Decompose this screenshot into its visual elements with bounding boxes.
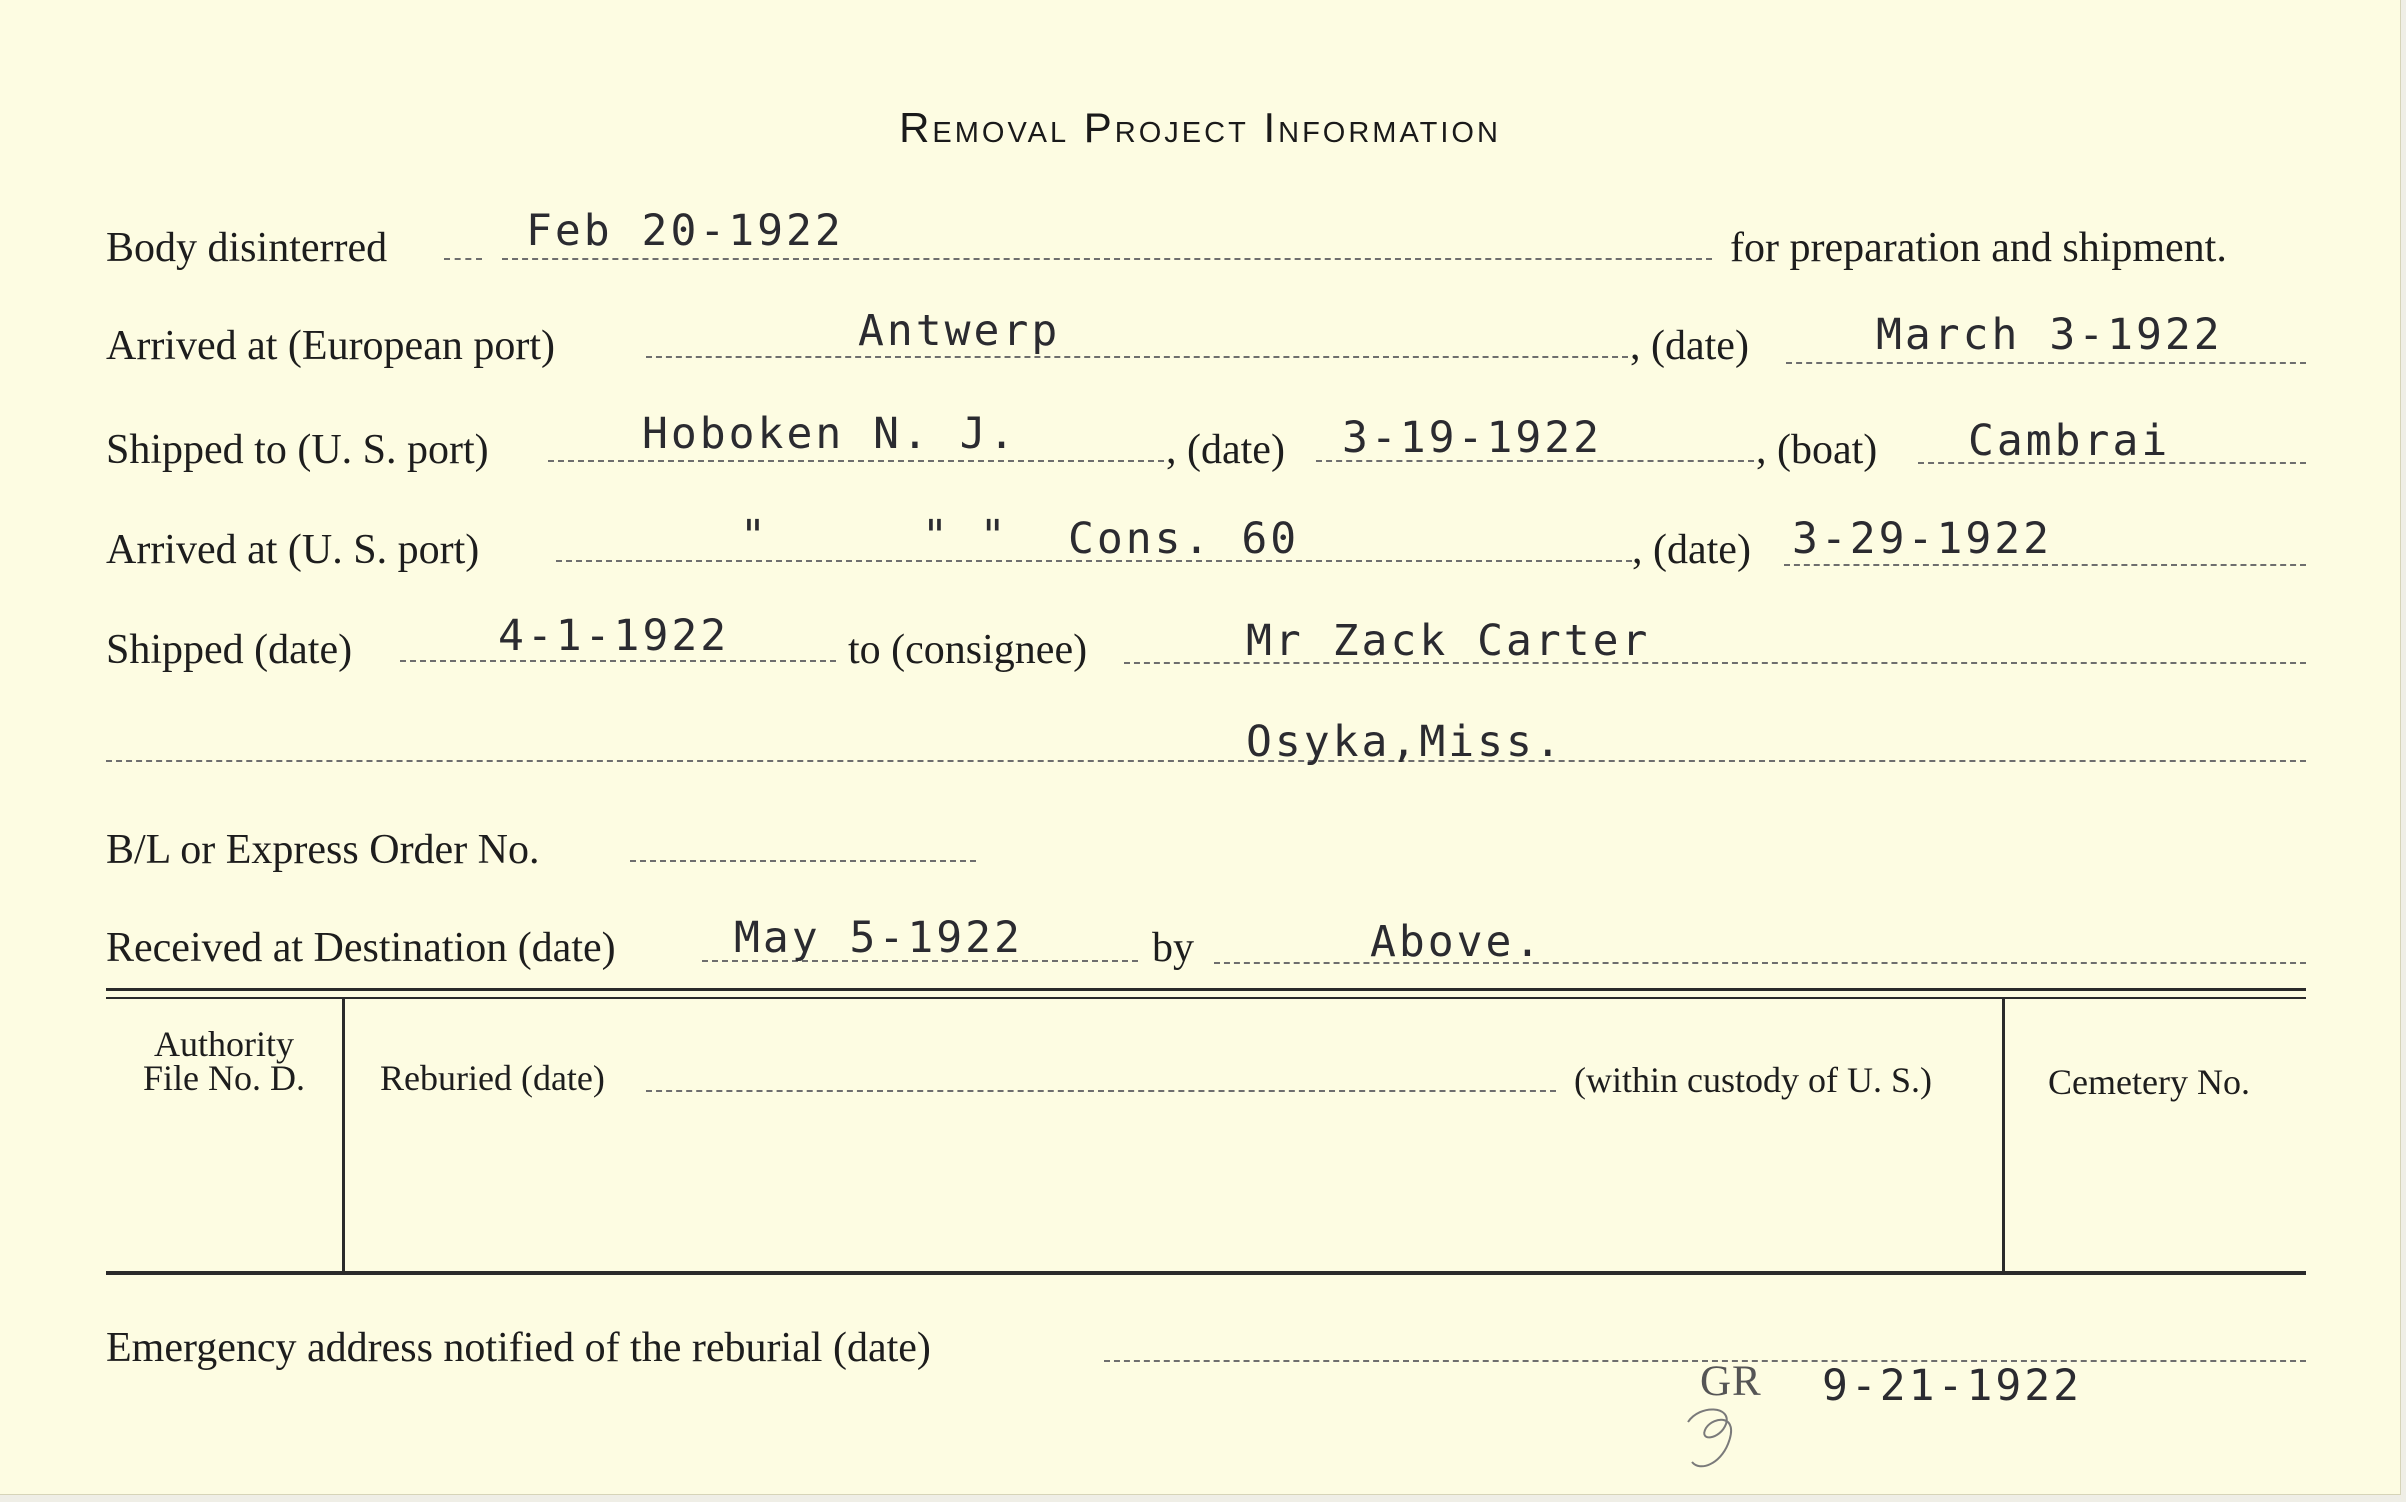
dotted-line [1784,564,2306,566]
card-title [0,104,2400,152]
shipped-us-boat-value: Cambrai [1968,416,2171,466]
shipped-us-date-value: 3-19-1922 [1342,413,1602,463]
shipped-us-date-label: , (date) [1166,427,1285,473]
consignee-label: to (consignee) [848,627,1088,673]
dotted-line [646,356,1628,358]
card-title-text: Removal Project Information [899,104,1501,151]
body-disinterred-label: Body disinterred [106,225,388,271]
dotted-line [1786,362,2306,364]
table-bottom-rule [106,1271,2306,1275]
dotted-line [502,258,1712,260]
received-date-value: May 5-1922 [734,913,1023,963]
table-top-rule [106,988,2306,991]
dotted-line [106,760,2306,762]
shipped-us-boat-label: , (boat) [1756,427,1878,473]
dotted-line [630,860,976,862]
shipped-us-label: Shipped to (U. S. port) [106,427,489,473]
arrived-european-label: Arrived at (European port) [106,323,555,369]
emergency-date-value: 9-21-1922 [1822,1361,2082,1411]
arrived-european-value: Antwerp [858,306,1061,356]
received-by-value: Above. [1370,917,1544,967]
arrived-us-label: Arrived at (U. S. port) [106,527,480,573]
table-divider [2002,999,2005,1271]
shipped-date-value: 4-1-1922 [498,611,730,661]
authority-label: Authority [154,1024,294,1064]
body-disinterred-value: Feb 20-1922 [526,206,844,256]
arrived-us-date-label: , (date) [1632,527,1751,573]
arrived-european-date-value: March 3-1922 [1876,310,2223,360]
emergency-initials: GR [1700,1358,1762,1405]
consignee-value: Mr Zack Carter [1246,616,1651,666]
dotted-line [646,1090,1556,1092]
cemetery-label: Cemetery No. [2048,1062,2250,1102]
arrived-us-date-value: 3-29-1922 [1792,514,2052,564]
arrived-us-value: Cons. 60 [1068,514,1300,564]
handwritten-mark [1670,1392,1770,1482]
table-top-rule [106,997,2306,999]
received-label: Received at Destination (date) [106,925,616,971]
emergency-label: Emergency address notified of the reburial (date) [106,1325,931,1371]
dotted-line [548,460,1164,462]
ditto-mark: " [740,511,769,561]
received-by-label: by [1152,925,1194,971]
reburied-label: Reburied (date) [380,1058,605,1098]
consignee-address: Osyka,Miss. [1246,717,1564,767]
ditto-mark: " " [922,511,1009,561]
arrived-european-date-label: , (date) [1630,323,1749,369]
bl-order-label: B/L or Express Order No. [106,827,540,873]
table-divider [342,999,345,1271]
shipped-label: Shipped (date) [106,627,353,673]
shipped-us-value: Hoboken N. J. [642,409,1018,459]
body-disinterred-suffix: for preparation and shipment. [1730,225,2227,271]
file-no-label: File No. D. [143,1058,305,1098]
custody-label: (within custody of U. S.) [1574,1060,1932,1100]
dotted-line [444,258,482,260]
